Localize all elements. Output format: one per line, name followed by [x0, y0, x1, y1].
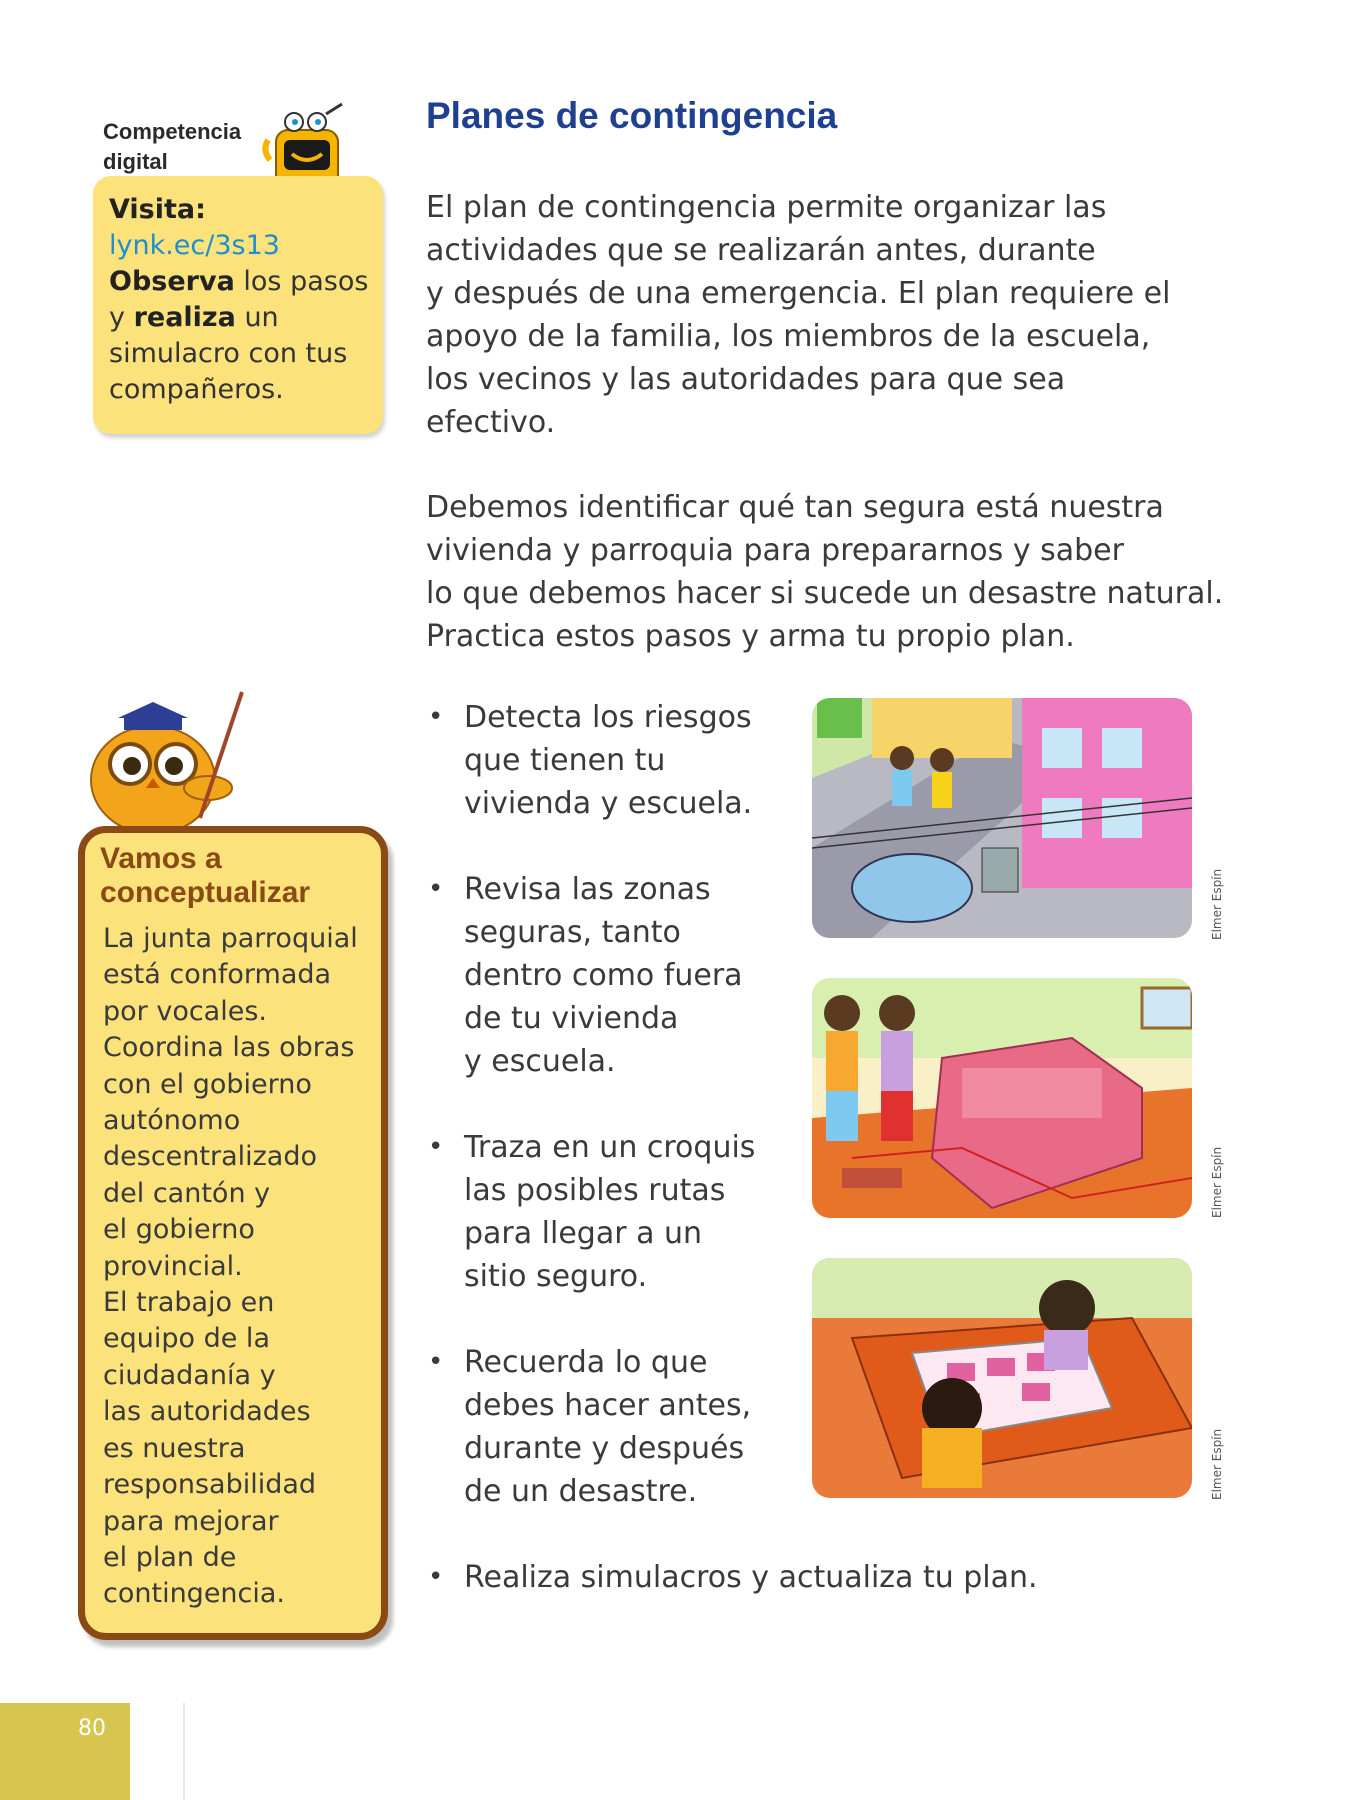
competencia-text-2: un simulacro con tus compañeros.	[109, 302, 348, 405]
page-number-bar	[0, 1703, 130, 1800]
street-illustration	[812, 698, 1192, 938]
visita-label: Visita:	[109, 194, 206, 225]
image-credit: Elmer Espín	[1210, 1146, 1224, 1218]
realiza-word: realiza	[133, 302, 236, 333]
footer-divider	[183, 1703, 185, 1800]
list-item-text: Traza en un croquis las posibles rutas para llegar a un sitio seguro.	[464, 1130, 756, 1294]
competencia-digital-text	[109, 192, 379, 408]
bullet-dot: •	[428, 702, 444, 732]
page-title: Planes de contingencia	[426, 95, 838, 136]
observa-word: Observa	[109, 266, 235, 297]
list-item-text: Recuerda lo que debes hacer antes, durante y después de un desastre.	[464, 1345, 752, 1509]
competencia-text-1: los pasos y	[109, 266, 369, 333]
list-item-text: Revisa las zonas seguras, tanto dentro como fuera de tu vivienda y escuela.	[464, 872, 743, 1079]
identify-paragraph: Debemos identificar qué tan segura está nuestra vivienda y parroquia para prepararnos y saber lo que debemos hacer si sucede un desastre natural. Practica estos pasos y arma tu propio plan.	[426, 490, 1224, 654]
conceptualizar-body: La junta parroquial está conformada por vocales. Coordina las obras con el gobierno autónomo descentralizado del cantón y el gobierno provincial. El trabajo en equipo de la ciudadanía y las autoridades es nuestra responsabilidad para mejorar el plan de contingencia.	[103, 923, 358, 1610]
bullet-dot: •	[428, 1562, 444, 1592]
list-item-text: Realiza simulacros y actualiza tu plan.	[464, 1560, 1038, 1595]
map-drawing-illustration	[812, 1258, 1192, 1498]
living-room-illustration	[812, 978, 1192, 1218]
bullet-dot: •	[428, 874, 444, 904]
image-credit: Elmer Espín	[1210, 1428, 1224, 1500]
pointer-stick-icon	[190, 690, 250, 820]
bullet-dot: •	[428, 1347, 444, 1377]
lynk-link[interactable]: lynk.ec/3s13	[109, 230, 280, 261]
conceptualizar-title: Vamos a conceptualizar	[100, 842, 311, 909]
list-item-text: Detecta los riesgos que tienen tu vivienda y escuela.	[464, 700, 753, 821]
bullet-dot: •	[428, 1132, 444, 1162]
image-credit: Elmer Espín	[1210, 868, 1224, 940]
competencia-digital-heading: Competencia digital	[103, 119, 242, 174]
intro-paragraph: El plan de contingencia permite organizar las actividades que se realizarán antes, durante y después de una emergencia. El plan requiere el apoyo de la familia, los miembros de la escuela, los vecinos y las autoridades para que sea efectivo.	[426, 190, 1171, 440]
page-number: 80	[78, 1716, 106, 1741]
